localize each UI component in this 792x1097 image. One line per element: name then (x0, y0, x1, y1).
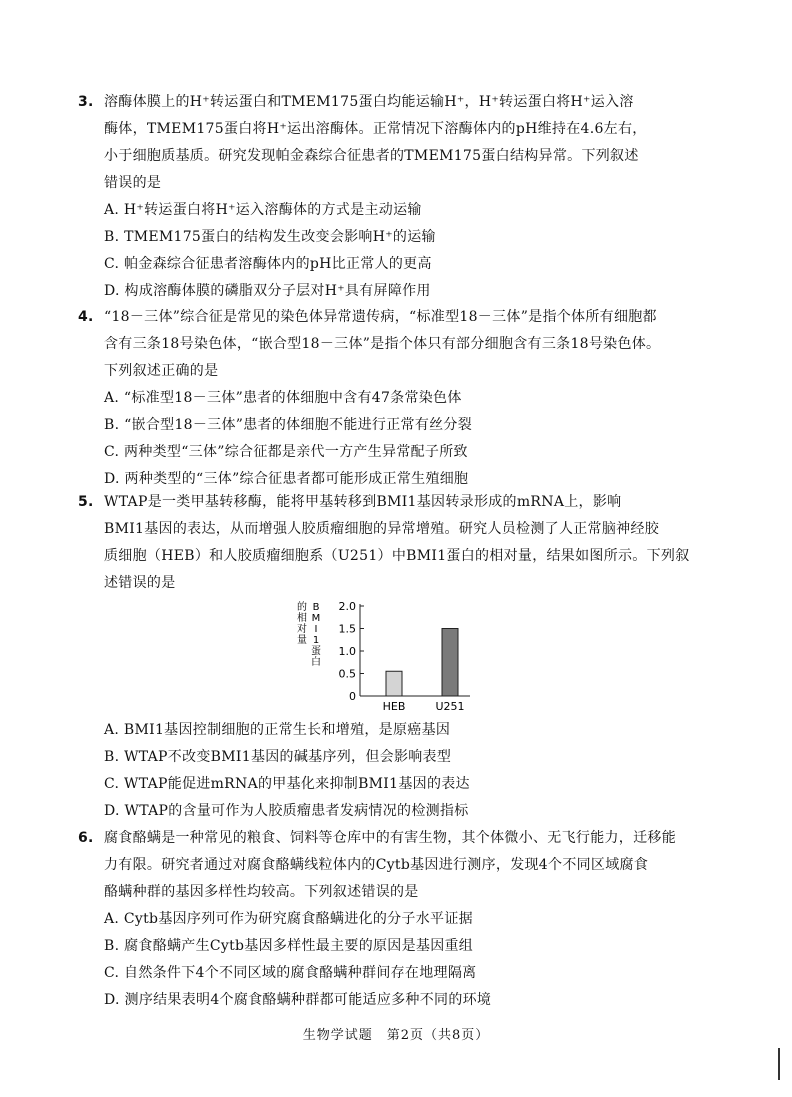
y-axis-label-char: 蛋 (311, 646, 321, 657)
option-d: D. 构成溶酶体膜的磷脂双分子层对H⁺具有屏障作用 (104, 283, 431, 299)
question-stem-line: 下列叙述正确的是 (104, 363, 219, 379)
y-axis-label-char: 相 (297, 613, 307, 624)
y-axis-label-char: 量 (297, 635, 307, 646)
question-stem-line: 酶体，TMEM175蛋白将H⁺运出溶酶体。正常情况下溶酶体内的pH维持在4.6左右， (104, 121, 647, 137)
question-stem-line: 含有三条18号染色体，“嵌合型18－三体”是指个体只有部分细胞含有三条18号染色体。 (104, 336, 661, 352)
chart-svg (290, 596, 490, 712)
option-c: C. 两种类型“三体”综合征都是亲代一方产生异常配子所致 (104, 444, 468, 460)
question-number: 3. (78, 94, 94, 110)
option-c: C. 帕金森综合征患者溶酶体内的pH比正常人的更高 (104, 256, 432, 272)
option-a: A. Cytb基因序列可作为研究腐食酪螨进化的分子水平证据 (104, 911, 473, 927)
option-d: D. 测序结果表明4个腐食酪螨种群都可能适应多种不同的环境 (104, 992, 492, 1008)
page-footer: 生物学试题 第2页（共8页） (302, 1028, 490, 1043)
question-stem-line: 力有限。研究者通过对腐食酪螨线粒体内的Cytb基因进行测序，发现4个不同区域腐食 (104, 857, 649, 873)
bmi1-bar-chart (290, 596, 490, 712)
y-axis-label-char: 对 (297, 624, 307, 635)
question-stem-line: 腐食酪螨是一种常见的粮食、饲料等仓库中的有害生物，其个体微小、无飞行能力，迁移能 (104, 830, 676, 846)
option-b: B. TMEM175蛋白的结构发生改变会影响H⁺的运输 (104, 229, 436, 245)
question-stem-line: 述错误的是 (104, 575, 176, 591)
y-axis-label-char: I (314, 624, 318, 635)
bar-heb (386, 671, 402, 696)
question-stem-line: 质细胞（HEB）和人胶质瘤细胞系（U251）中BMI1蛋白的相对量，结果如图所示。下列叙 (104, 548, 690, 564)
y-axis-label-char: 1 (312, 635, 320, 646)
question-stem-line: 小于细胞质基质。研究发现帕金森综合征患者的TMEM175蛋白结构异常。下列叙述 (104, 148, 639, 164)
x-tick-label: HEB (382, 700, 406, 712)
y-tick-label: 2.0 (338, 600, 356, 613)
option-c: C. 自然条件下4个不同区域的腐食酪螨种群间存在地理隔离 (104, 965, 477, 981)
question-stem-line: 错误的是 (104, 175, 162, 191)
x-tick-label: U251 (435, 700, 465, 712)
option-d: D. WTAP的含量可作为人胶质瘤患者发病情况的检测指标 (104, 803, 469, 819)
question-number: 6. (78, 830, 94, 846)
question-stem-line: WTAP是一类甲基转移酶，能将甲基转移到BMI1基因转录形成的mRNA上，影响 (104, 494, 622, 510)
option-b: B. WTAP不改变BMI1基因的碱基序列，但会影响表型 (104, 749, 452, 765)
y-tick-label: 1.5 (338, 622, 356, 636)
question-stem-line: 溶酶体膜上的H⁺转运蛋白和TMEM175蛋白均能运输H⁺，H⁺转运蛋白将H⁺运入溶 (104, 94, 634, 110)
option-a: A. “标准型18－三体”患者的体细胞中含有47条常染色体 (104, 390, 462, 406)
y-tick-label: 0 (349, 690, 356, 703)
y-axis-label-char: 的 (297, 602, 307, 613)
bar-u251 (442, 629, 458, 697)
page-edge-mark (778, 1048, 780, 1080)
question-stem-line: 酪螨种群的基因多样性均较高。下列叙述错误的是 (104, 884, 419, 900)
question-number: 5. (78, 494, 94, 510)
option-a: A. BMI1基因控制细胞的正常生长和增殖，是原癌基因 (104, 722, 451, 738)
option-a: A. H⁺转运蛋白将H⁺运入溶酶体的方式是主动运输 (104, 202, 422, 218)
question-stem-line: BMI1基因的表达，从而增强人胶质瘤细胞的异常增殖。研究人员检测了人正常脑神经胶 (104, 521, 660, 537)
y-axis-label-char: B (312, 602, 320, 613)
option-d: D. 两种类型的“三体”综合征患者都可能形成正常生殖细胞 (104, 471, 469, 487)
question-stem-line: “18－三体”综合征是常见的染色体异常遗传病，“标准型18－三体”是指个体所有细胞都 (104, 309, 657, 325)
question-number: 4. (78, 309, 94, 325)
option-b: B. “嵌合型18－三体”患者的体细胞不能进行正常有丝分裂 (104, 417, 473, 433)
option-b: B. 腐食酪螨产生Cytb基因多样性最主要的原因是基因重组 (104, 938, 474, 954)
y-tick-label: 0.5 (338, 667, 356, 681)
y-axis-label-char: 白 (311, 657, 321, 668)
y-axis-label-char: M (311, 613, 321, 624)
y-tick-label: 1.0 (338, 645, 356, 658)
option-c: C. WTAP能促进mRNA的甲基化来抑制BMI1基因的表达 (104, 776, 470, 792)
